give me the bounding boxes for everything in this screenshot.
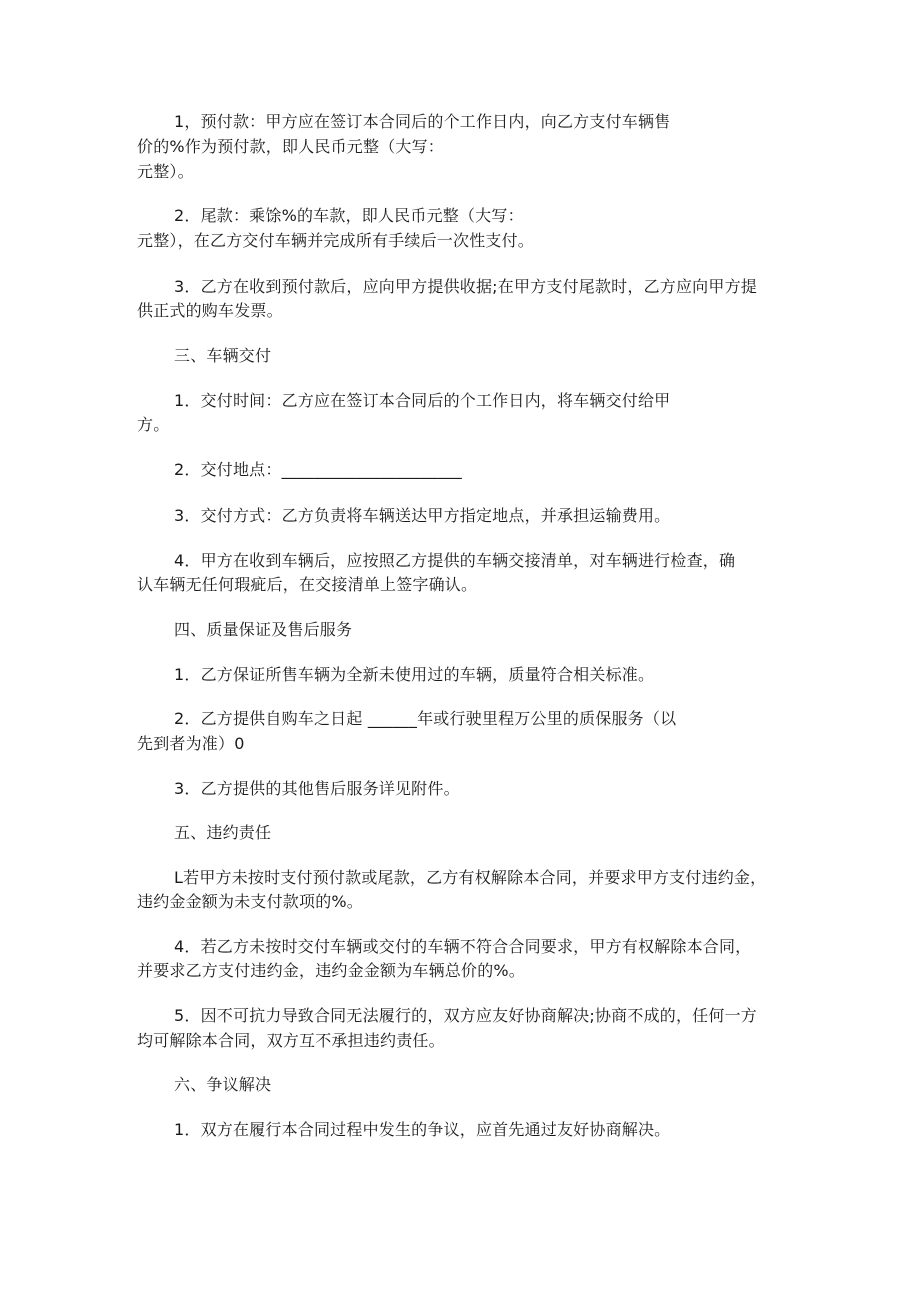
text-line: 2．乙方提供自购车之日起 ______年或行驶里程万公里的质保服务（以 [174,709,677,728]
section-heading: 三、车辆交付 [174,346,272,365]
text-line: 价的%作为预付款，即人民币元整（大写： [137,137,445,156]
text-line: 均可解除本合同，双方互不承担违约责任。 [137,1031,445,1050]
text-line: 并要求乙方支付违约金，违约金金额为车辆总价的%。 [137,961,526,980]
text-line: 1．双方在履行本合同过程中发生的争议，应首先通过友好协商解决。 [174,1120,671,1139]
text-line: 2．尾款：乘馀%的车款，即人民币元整（大写： [174,206,524,225]
section-heading: 六、争议解决 [174,1075,272,1094]
text-line: 先到者为准）0 [137,734,245,753]
text-line: 2．交付地点：______________________ [174,460,462,479]
text-line: 1．交付时间：乙方应在签订本合同后的个工作日内，将车辆交付给甲 [174,391,671,410]
text-line: 供正式的购车发票。 [137,301,283,320]
section-heading: 五、违约责任 [174,823,272,842]
text-line: L若甲方未按时支付预付款或尾款，乙方有权解除本合同，并要求甲方支付违约金， [174,868,767,887]
text-line: 5．因不可抗力导致合同无法履行的，双方应友好协商解决;协商不成的，任何一方 [174,1006,757,1025]
text-line: 3．交付方式：乙方负责将车辆送达甲方指定地点，并承担运输费用。 [174,506,671,525]
text-line: 方。 [137,415,170,434]
text-line: 3．乙方在收到预付款后，应向甲方提供收据;在甲方支付尾款时，乙方应向甲方提 [174,277,757,296]
text-line: 1．乙方保证所售车辆为全新未使用过的车辆，质量符合相关标准。 [174,665,655,684]
text-line: 元整）。 [137,162,194,181]
text-line: 1，预付款：甲方应在签订本合同后的个工作日内，向乙方支付车辆售 [174,112,671,131]
text-line: 3．乙方提供的其他售后服务详见附件。 [174,779,460,798]
text-line: 元整），在乙方交付车辆并完成所有手续后一次性支付。 [137,231,535,250]
section-heading: 四、质量保证及售后服务 [174,620,353,639]
text-line: 违约金金额为未支付款项的%。 [137,892,364,911]
text-line: 认车辆无任何瑕疵后，在交接清单上签字确认。 [137,575,478,594]
text-line: 4．若乙方未按时交付车辆或交付的车辆不符合合同要求，甲方有权解除本合同， [174,937,752,956]
text-line: 4．甲方在收到车辆后，应按照乙方提供的车辆交接清单，对车辆进行检查，确 [174,551,736,570]
